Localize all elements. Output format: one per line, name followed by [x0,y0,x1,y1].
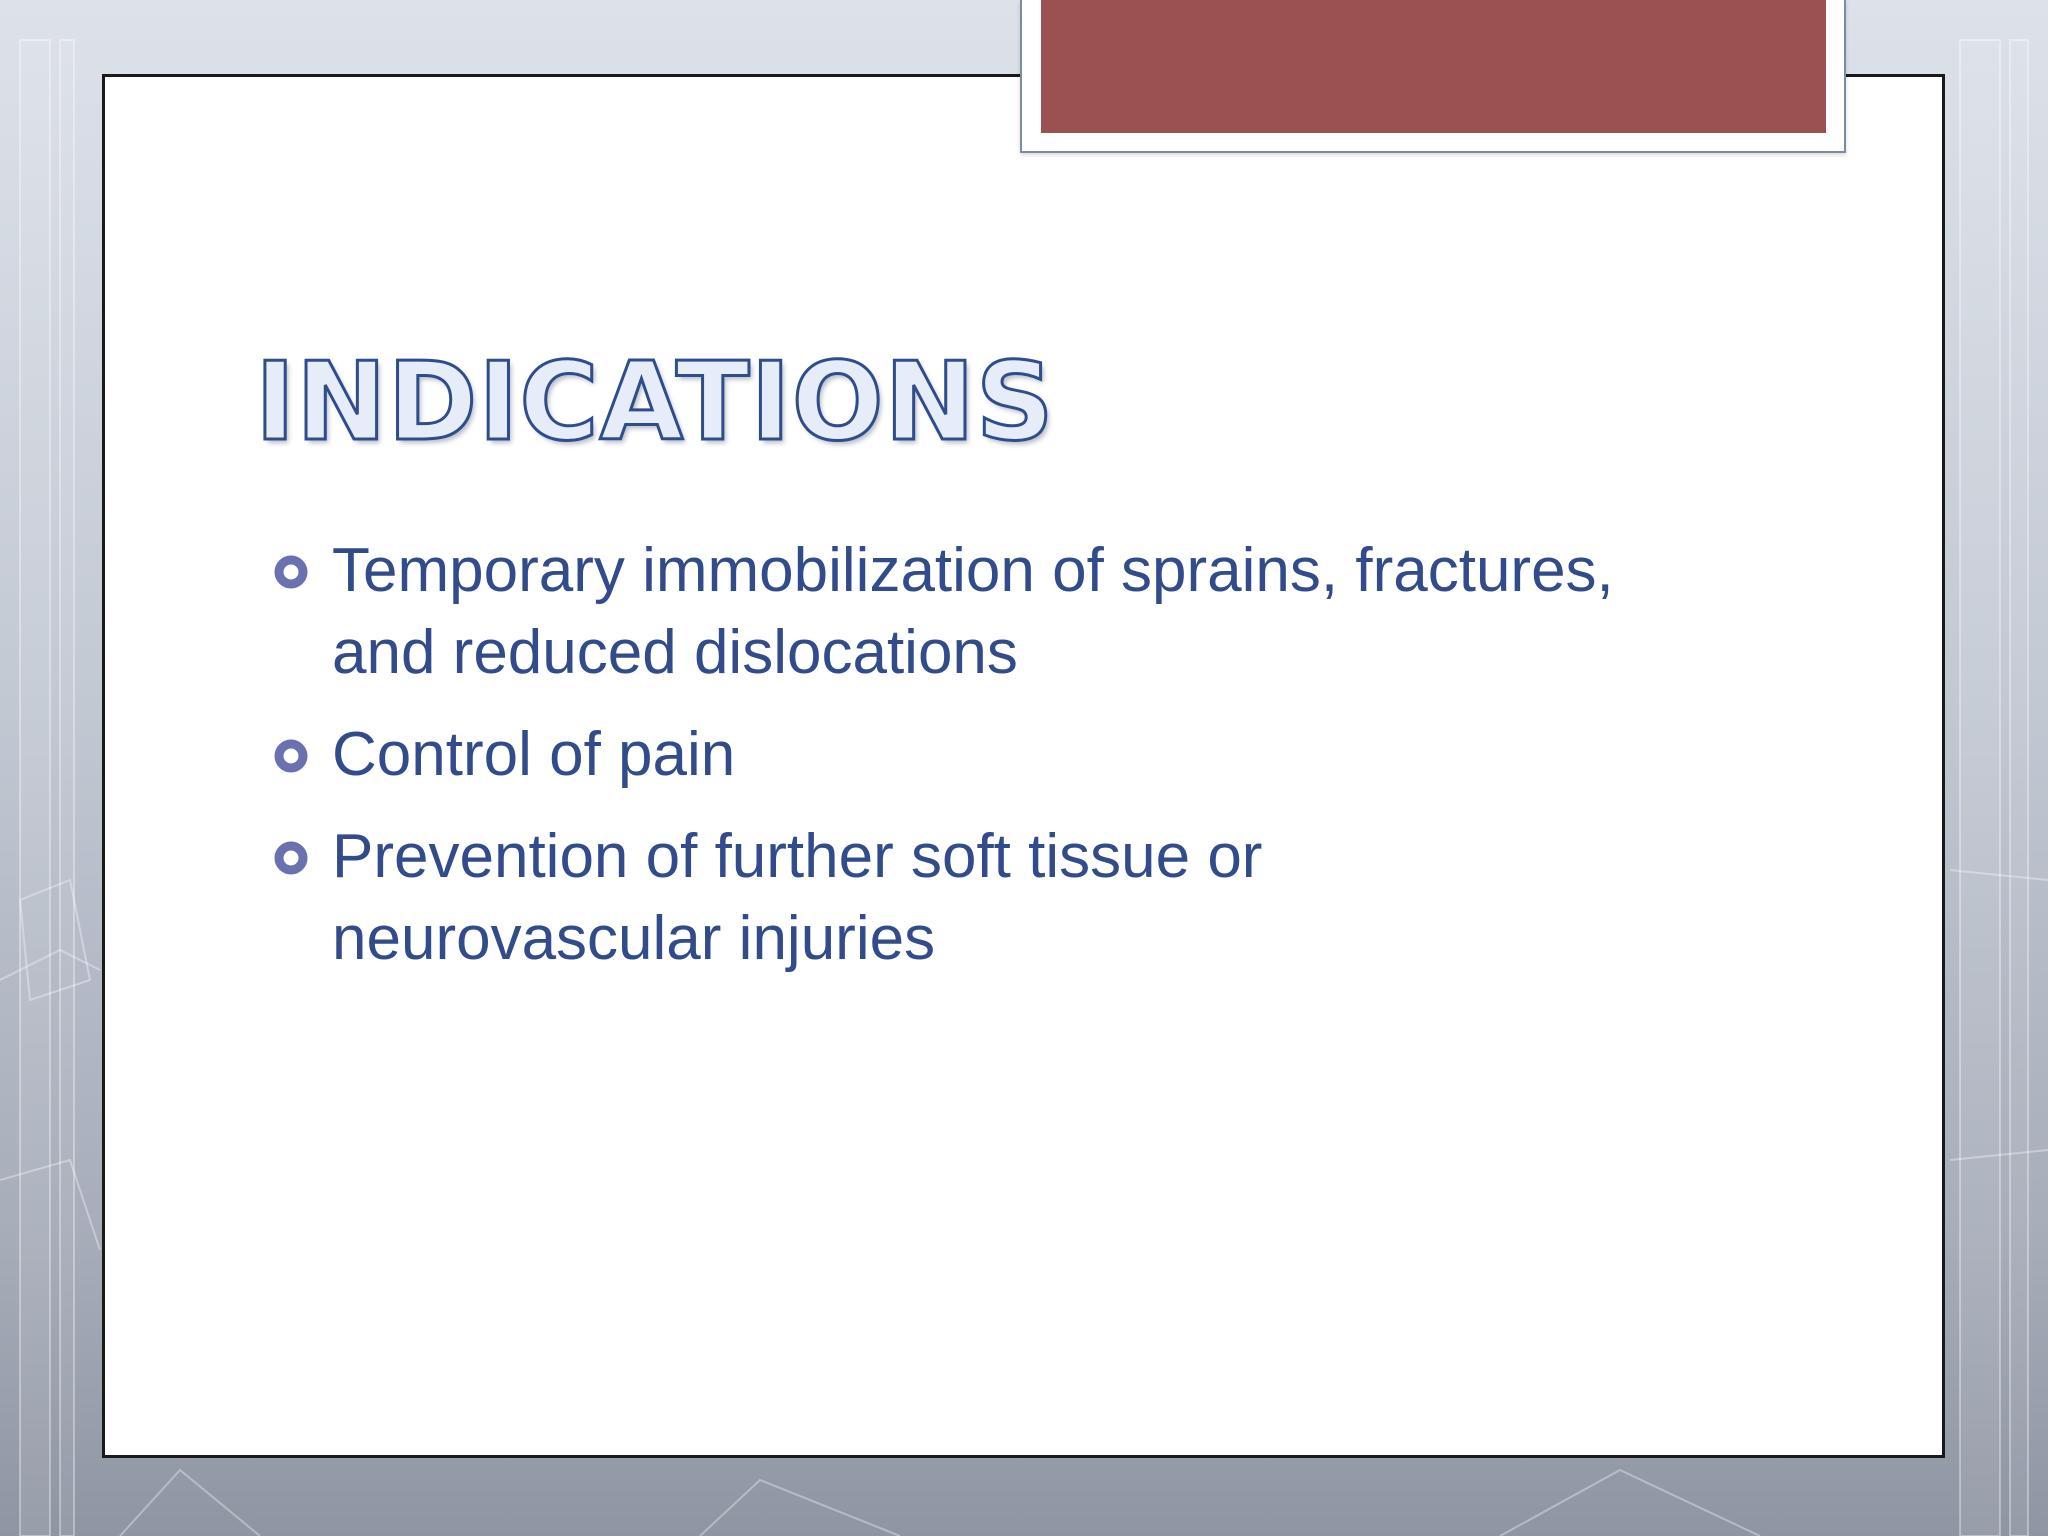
bullet-item [272,714,1632,796]
bullet-text: Control of pain [332,720,736,789]
ring-bullet-icon [274,555,308,589]
bullet-item [272,816,1632,980]
ring-bullet-icon [274,739,308,773]
bullet-text: Prevention of further soft tissue or neurovascular injuries [332,822,1263,973]
title-accent-bar [1041,0,1826,133]
bullet-text: Temporary immobilization of sprains, fractures, and reduced dislocations [332,536,1614,687]
ring-bullet-icon [274,841,308,875]
bullet-item [272,530,1632,694]
title-accent-frame [1020,0,1846,153]
bullet-list [272,530,1632,1000]
slide-title: INDICATIONS [255,340,1055,465]
